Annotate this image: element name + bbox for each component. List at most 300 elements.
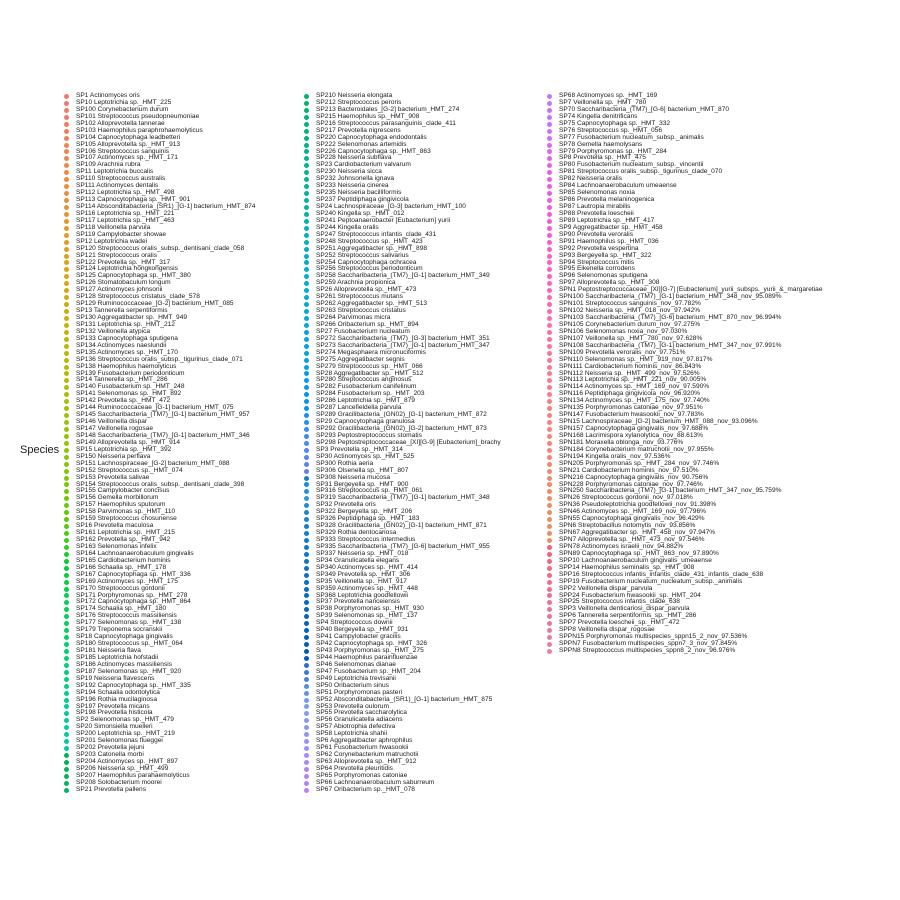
legend-swatch <box>304 184 309 189</box>
legend-swatch <box>304 580 309 585</box>
legend-swatch <box>304 517 309 522</box>
legend-label: SPN228 Porphyromonas catoniae_nov_97.746% <box>559 480 703 488</box>
legend-label: SP13 Tannerella serpentiformis <box>76 307 168 315</box>
legend-swatch <box>64 670 69 675</box>
legend-label: SPPN15 Porphyromonas multispecies_sppn15_2_nov_97.536% <box>559 633 748 641</box>
legend-label: SP258 Saccharibacteria_(TM7)_[G-1] bacterium_HMT_349 <box>316 272 490 280</box>
legend-swatch <box>64 593 69 598</box>
legend-swatch <box>547 330 552 335</box>
legend-swatch <box>64 524 69 529</box>
legend-swatch <box>304 358 309 363</box>
legend-label: SP252 Streptococcus salivarius <box>316 251 409 259</box>
legend-swatch <box>304 129 309 134</box>
legend-label: SP117 Leptotrichia sp._HMT_463 <box>76 216 175 224</box>
legend-swatch <box>64 295 69 300</box>
legend-label: SPN113 Leptotrichia sp._HMT_221_nov_90.005% <box>559 376 707 384</box>
legend-swatch <box>304 198 309 203</box>
legend-swatch <box>304 233 309 238</box>
legend-label: SP153 Prevotella salivae <box>76 473 150 481</box>
legend-swatch <box>64 614 69 619</box>
legend-swatch <box>547 288 552 293</box>
legend-label: SP142 Prevotella sp._HMT_472 <box>76 397 171 405</box>
legend-label: SP26 Alloprevotella sp._HMT_473 <box>316 286 417 294</box>
legend-swatch <box>547 247 552 252</box>
legend-swatch <box>304 420 309 425</box>
legend-swatch <box>304 607 309 612</box>
legend-label: SP7 Veillonella sp._HMT_780 <box>559 98 647 106</box>
legend-label: SP47 Fusobacterium sp._HMT_204 <box>316 667 421 675</box>
legend-swatch <box>304 781 309 786</box>
legend-swatch <box>304 101 309 106</box>
legend-label: SP52 Absconditabacteria_(SR1)_[G-1] bacterium_HMT_875 <box>316 695 493 703</box>
legend-swatch <box>304 351 309 356</box>
legend-label: SPN105 Corynebacterium durum_nov_97.275% <box>559 320 701 328</box>
legend-swatch <box>547 115 552 120</box>
legend-swatch <box>64 170 69 175</box>
legend-swatch <box>304 469 309 474</box>
legend-label: SP78 Gemella haemolysans <box>559 140 643 148</box>
legend-label: SP86 Prevotella melaninogenica <box>559 196 655 204</box>
legend-swatch <box>64 635 69 640</box>
legend-swatch <box>64 441 69 446</box>
legend-swatch <box>547 184 552 189</box>
legend-column-1 <box>64 93 255 794</box>
legend-label: SP135 Actinomyces sp._HMT_170 <box>76 348 178 356</box>
legend-label: SPN194 Kingella oralis_nov_97.536% <box>559 452 671 460</box>
legend-swatch <box>304 434 309 439</box>
legend-label: SPN184 Corynebacterium matruchotii_nov_97.955% <box>559 445 714 453</box>
legend-swatch <box>304 462 309 467</box>
legend-swatch <box>547 94 552 99</box>
legend-swatch <box>64 781 69 786</box>
legend-swatch <box>304 337 309 342</box>
legend-label: SP292 Gracilibacteria_(GN02)_[G-2] bacterium_HMT_873 <box>316 425 487 432</box>
legend-label: SPP2 Veillonella dispar_parvula <box>559 584 653 592</box>
legend-swatch <box>64 545 69 550</box>
legend-label: SP263 Streptococcus cristatus <box>316 307 406 315</box>
legend-swatch <box>547 406 552 411</box>
legend-swatch <box>304 399 309 404</box>
legend-swatch <box>64 316 69 321</box>
legend-label: SP109 Arachnia rubra <box>76 161 141 169</box>
legend-label: SPP10 Lachnoanaerobaculum gingivalis_umeaense <box>559 556 712 564</box>
legend-swatch <box>304 531 309 536</box>
legend-swatch <box>547 621 552 626</box>
legend-swatch <box>64 274 69 279</box>
legend-label: SP233 Neisseria cinerea <box>316 182 389 190</box>
legend-label: SP147 Veillonella rogosae <box>76 425 153 432</box>
legend-swatch <box>304 767 309 772</box>
legend-swatch <box>547 337 552 342</box>
legend-label: SP181 Neisseria flava <box>76 647 141 654</box>
legend-label: SP157 Haemophilus sputorum <box>76 501 166 509</box>
legend-label: SP114 Absconditabacteria_(SR1)_[G-1] bacterium_HMT_874 <box>76 203 256 210</box>
legend-label: SP149 Alloprevotella sp._HMT_914 <box>76 438 181 446</box>
legend-swatch <box>547 517 552 522</box>
legend-swatch <box>64 566 69 571</box>
legend-swatch <box>64 177 69 182</box>
legend-label: SP37 Prevotella nanceiensis <box>316 598 400 606</box>
legend-swatch <box>304 545 309 550</box>
legend-swatch <box>547 212 552 217</box>
legend-label: SP316 Streptococcus sp._HMT_061 <box>316 487 423 495</box>
legend-label: SP11 Leptotrichia buccalis <box>76 168 154 176</box>
legend-label: SPN135 Porphyromonas catoniae_nov_97.951% <box>559 404 703 412</box>
legend-label: SP62 Corynebacterium matruchotii <box>316 751 419 759</box>
legend-swatch <box>304 385 309 390</box>
legend-label: SP150 Neisseria perflava <box>76 452 151 460</box>
legend-label: SPN168 Lacrimispora xylanolytica_nov_88.613% <box>559 431 704 439</box>
legend-swatch <box>547 316 552 321</box>
legend-swatch <box>547 267 552 272</box>
legend-label: SP120 Streptococcus oralis_subsp._dentisani_clade_058 <box>76 244 245 252</box>
legend-swatch <box>64 365 69 370</box>
legend-label: SP57 Abiotrophia defectiva <box>316 723 396 731</box>
legend-label: SP177 Selenomonas sp._HMT_138 <box>76 619 182 627</box>
legend-swatch <box>64 136 69 141</box>
legend-swatch <box>304 143 309 148</box>
legend-label: SP145 Saccharibacteria_(TM7)_[G-1] bacterium_HMT_957 <box>76 411 250 419</box>
legend-label: SP81 Streptococcus oralis_subsp._tigurinus_clade_070 <box>559 168 723 176</box>
legend-swatch <box>547 129 552 134</box>
legend-label: SP138 Haemophilus haemolyticus <box>76 362 177 370</box>
legend-swatch <box>304 330 309 335</box>
legend-label: SP155 Campylobacter concisus <box>76 487 170 495</box>
legend-label: SP68 Actinomyces sp._HMT_169 <box>559 92 658 99</box>
legend-swatch <box>304 108 309 113</box>
legend-swatch <box>304 378 309 383</box>
legend-label: SP100 Corynebacterium durum <box>76 105 169 113</box>
legend-swatch <box>547 219 552 224</box>
legend-label: SP43 Porphyromonas sp._HMT_275 <box>316 647 424 654</box>
legend-swatch <box>64 462 69 467</box>
legend-label: SP261 Streptococcus mutans <box>316 293 403 301</box>
legend-label: SP349 Prevotella sp._HMT_306 <box>316 570 411 578</box>
legend-swatch <box>304 170 309 175</box>
legend-swatch <box>304 760 309 765</box>
legend-swatch <box>64 531 69 536</box>
legend-label: SPN107 Veillonella sp._HMT_780_nov_97.628% <box>559 334 703 342</box>
legend-label: SP187 Selenomonas sp._HMT_920 <box>76 667 182 675</box>
legend-label: SPPN8 Streptococcus multispecies_sppn8_2_nov_96.976% <box>559 647 736 654</box>
legend-swatch <box>547 260 552 265</box>
legend-label: SP282 Fusobacterium canifelinum <box>316 383 417 391</box>
legend-label: SPN67 Aggregatibacter sp._HMT_458_nov_97.947% <box>559 529 716 537</box>
legend-label: SP198 Prevotella histicola <box>76 709 153 717</box>
legend-swatch <box>304 739 309 744</box>
legend-swatch <box>304 628 309 633</box>
legend-swatch <box>64 385 69 390</box>
legend-label: SP180 Streptococcus sp._HMT_064 <box>76 640 183 648</box>
legend-swatch <box>304 725 309 730</box>
legend-label: SP105 Alloprevotella sp._HMT_913 <box>76 140 181 148</box>
legend-swatch <box>547 156 552 161</box>
legend-label: SPN112 Neisseria sp._HMT_499_nov_97.526% <box>559 369 700 377</box>
legend-label: SP89 Leptotrichia sp._HMT_417 <box>559 216 655 224</box>
legend-swatch <box>64 767 69 772</box>
legend-swatch <box>547 489 552 494</box>
legend-label: SPP8 Veillonella dispar_rogosae <box>559 626 655 634</box>
legend-swatch <box>304 566 309 571</box>
legend-swatch <box>304 177 309 182</box>
legend-label: SP116 Leptotrichia sp._HMT_221 <box>76 209 175 217</box>
legend-swatch <box>64 427 69 432</box>
legend-label: SP18 Capnocytophaga gingivalis <box>76 633 173 641</box>
legend-label: SP306 Olsenella sp._HMT_807 <box>316 466 409 474</box>
legend-label: SP266 Oribacterium sp._HMT_894 <box>316 320 419 328</box>
legend-swatch <box>304 642 309 647</box>
legend-label: SP152 Streptococcus sp._HMT_074 <box>76 466 183 474</box>
legend-swatch <box>304 774 309 779</box>
legend-swatch <box>64 704 69 709</box>
legend-label: SP262 Aggregatibacter sp._HMT_513 <box>316 300 428 308</box>
legend-swatch <box>64 559 69 564</box>
legend-swatch <box>304 559 309 564</box>
legend-swatch <box>64 517 69 522</box>
legend-label: SP287 Lancefieldella parvula <box>316 404 402 412</box>
legend-label: SPP19 Fusobacterium nucleatum_nucleatum_subsp._animalis <box>559 577 743 585</box>
legend-label: SPN116 Peptidiphaga gingivicola_nov_96.920% <box>559 390 701 398</box>
legend-swatch <box>64 580 69 585</box>
legend-swatch <box>304 302 309 307</box>
legend-label: SP70 Saccharibacteria_(TM7)_[G-6] bacterium_HMT_870 <box>559 105 730 113</box>
legend-label: SPPN7 Fusobacterium multispecies_sppn7_3_nov_97.845% <box>559 640 738 648</box>
legend-swatch <box>547 309 552 314</box>
legend-swatch <box>547 177 552 182</box>
legend-label: SP235 Neisseria bacilliformis <box>316 189 402 197</box>
legend-swatch <box>64 725 69 730</box>
legend-label: SP131 Leptotrichia sp._HMT_212 <box>76 320 175 328</box>
legend-label: SP125 Capnocytophaga sp._HMT_380 <box>76 272 191 280</box>
legend-label: SP222 Selenomonas artemidis <box>316 140 407 148</box>
legend-swatch <box>64 469 69 474</box>
legend-label: SP158 Parvimonas sp._HMT_110 <box>76 508 176 516</box>
legend-swatch <box>304 205 309 210</box>
legend-swatch <box>547 274 552 279</box>
legend-swatch <box>64 309 69 314</box>
legend-swatch <box>64 115 69 120</box>
legend-swatch <box>547 163 552 168</box>
legend-label: SPP7 Prevotella loescheii_sp._HMT_472 <box>559 619 680 627</box>
legend-label: SP213 Bacteroidales_[G-2] bacterium_HMT_274 <box>316 105 460 113</box>
legend-label: SP85 Selenomonas noxia <box>559 189 635 197</box>
legend-item <box>304 787 501 794</box>
legend-label: SP337 Neisseria sp._HMT_018 <box>316 549 409 557</box>
legend-swatch <box>547 399 552 404</box>
legend-label: SP76 Streptococcus sp._HMT_056 <box>559 126 662 134</box>
legend-swatch <box>304 670 309 675</box>
legend-label: SP3 Prevotella sp._HMT_314 <box>316 445 403 453</box>
legend-swatch <box>547 531 552 536</box>
legend-label: SP88 Prevotella loescheii <box>559 209 634 217</box>
legend-label: SP151 Lachnospiraceae_[G-2] bacterium_HMT_088 <box>76 459 230 467</box>
legend-label: SP156 Gemella morbillorum <box>76 494 159 502</box>
legend-label: SP112 Leptotrichia sp._HMT_498 <box>76 189 175 197</box>
legend-label: SP49 Leptotrichia trevisanii <box>316 674 396 682</box>
legend-swatch <box>547 580 552 585</box>
legend-swatch <box>304 552 309 557</box>
legend-swatch <box>547 538 552 543</box>
legend-label: SP77 Fusobacterium nucleatum_subsp._animalis <box>559 133 704 141</box>
legend-swatch <box>304 295 309 300</box>
legend-label: SP6 Aggregatibacter aphrophilus <box>316 737 413 745</box>
legend-label: SP284 Fusobacterium sp._HMT_203 <box>316 390 425 398</box>
legend-swatch <box>64 288 69 293</box>
legend-swatch <box>64 191 69 196</box>
legend-swatch <box>64 149 69 154</box>
legend-swatch <box>547 365 552 370</box>
legend-swatch <box>304 614 309 619</box>
legend-label: SP368 Leptotrichia goodfellowii <box>316 591 409 599</box>
legend-swatch <box>64 621 69 626</box>
legend-swatch <box>64 684 69 689</box>
legend-swatch <box>547 101 552 106</box>
legend-label: SP167 Capnocytophaga sp._HMT_336 <box>76 570 191 578</box>
legend-label: SP44 Haemophilus parainfluenzae <box>316 653 418 661</box>
legend-swatch <box>64 788 69 793</box>
legend-label: SP129 Ruminococcaceae_[G-2] bacterium_HMT_085 <box>76 300 234 308</box>
legend-swatch <box>547 295 552 300</box>
legend-swatch <box>304 288 309 293</box>
legend-swatch <box>304 600 309 605</box>
legend-label: SP4 Streptococcus downii <box>316 619 393 627</box>
legend-swatch <box>547 198 552 203</box>
legend-swatch <box>64 455 69 460</box>
legend-label: SP63 Alloprevotella sp._HMT_912 <box>316 758 417 765</box>
legend-swatch <box>64 406 69 411</box>
legend-swatch <box>304 365 309 370</box>
legend-swatch <box>547 510 552 515</box>
legend-swatch <box>547 642 552 647</box>
legend-label: SP328 Gracilibacteria_(GN02)_[G-1] bacterium_HMT_871 <box>316 522 487 530</box>
legend-label: SPP25 Streptococcus infantis_clade_638 <box>559 598 680 606</box>
legend-label: SP8 Prevotella sp._HMT_475 <box>559 154 646 162</box>
legend-swatch <box>304 115 309 120</box>
legend-swatch <box>304 260 309 265</box>
legend-label: SPN109 Prevotella veroralis_nov_97.751% <box>559 348 686 356</box>
legend-label: SP96 Selenomonas sputigena <box>559 272 648 280</box>
legend-label: SPN46 Actinomyces sp._HMT_169_nov_97.796% <box>559 508 706 516</box>
legend-label: SP2 Selenomonas sp._HMT_479 <box>76 716 174 724</box>
legend-label: SP19 Neisseria flavescens <box>76 674 155 682</box>
legend-label: SP329 Rothia dentocariosa <box>316 529 397 537</box>
legend-swatch <box>547 448 552 453</box>
legend-swatch <box>64 240 69 245</box>
legend-swatch <box>304 344 309 349</box>
legend-label: SP53 Prevotella oulorum <box>316 702 389 710</box>
legend-label: SP154 Streptococcus oralis_subsp._dentisani_clade_398 <box>76 480 245 488</box>
legend-swatch <box>64 760 69 765</box>
legend-label: SP80 Fusobacterium nucleatum_subsp._vincentii <box>559 161 704 169</box>
legend-label: SP204 Actinomyces sp._HMT_897 <box>76 758 178 765</box>
legend-item <box>64 787 255 794</box>
legend-label: SPN108 Saccharibacteria_(TM7)_[G-1] bacterium_HMT_347_nov_97.991% <box>559 341 782 349</box>
legend-label: SP64 Prevotella pleuritidis <box>316 764 393 772</box>
legend-label: SP228 Neisseria subflava <box>316 154 392 162</box>
legend-swatch <box>304 656 309 661</box>
legend-label: SP322 Bergeyella sp._HMT_206 <box>316 508 413 516</box>
legend-label: SP46 Selenomonas dianae <box>316 660 396 668</box>
legend-label: SP97 Alloprevotella sp._HMT_308 <box>559 279 660 287</box>
legend-label: SP75 Capnocytophaga sp._HMT_332 <box>559 119 671 127</box>
legend-label: SP326 Peptidiphaga sp._HMT_183 <box>316 515 420 523</box>
legend-label: SP103 Haemophilus paraphrohaemolyticus <box>76 126 203 134</box>
legend-label: SPN1 Peptostreptococcaceae_[XI][G-7] [Eubacterium]_yurii_subsps._yurii_&_margaretiae <box>559 286 823 294</box>
legend-swatch <box>64 247 69 252</box>
legend-swatch <box>304 698 309 703</box>
legend-label: SP220 Capnocytophaga endodontalis <box>316 133 427 141</box>
legend-label: SP254 Capnocytophaga ochracea <box>316 258 417 266</box>
legend-swatch <box>304 212 309 217</box>
legend-label: SPN147 Fusobacterium hwasookii_nov_97.783% <box>559 411 704 419</box>
legend-swatch <box>304 309 309 314</box>
legend-label: SPN102 Neisseria sp._HMT_018_nov_97.942% <box>559 307 701 315</box>
legend-swatch <box>304 156 309 161</box>
legend-label: SP121 Streptococcus oralis <box>76 251 157 259</box>
legend-label: SP176 Streptococcus massiliensis <box>76 612 177 620</box>
legend-swatch <box>547 573 552 578</box>
legend-swatch <box>304 371 309 376</box>
legend-swatch <box>547 559 552 564</box>
legend-swatch <box>64 281 69 286</box>
legend-label: SPP6 Tannerella serpentiformis_sp._HMT_286 <box>559 612 697 620</box>
legend-swatch <box>547 441 552 446</box>
legend-label: SP274 Megasphaera micronuciformis <box>316 348 426 356</box>
legend-label: SP203 Catonella morbi <box>76 751 144 759</box>
legend-label: SP280 Streptococcus anginosus <box>316 376 412 384</box>
legend-label: SP35 Veillonella sp._HMT_917 <box>316 577 407 585</box>
legend-label: SP79 Porphyromonas sp._HMT_284 <box>559 147 667 155</box>
legend-label: SP9 Aggregatibacter sp._HMT_458 <box>559 223 663 231</box>
legend-swatch <box>547 170 552 175</box>
legend-swatch <box>64 323 69 328</box>
legend-label: SPN216 Capnocytophaga gingivalis_nov_90.756% <box>559 473 709 481</box>
legend-swatch <box>547 108 552 113</box>
legend-label: SP40 Bergeyella sp._HMT_931 <box>316 626 409 634</box>
legend-swatch <box>64 552 69 557</box>
legend-label: SP130 Aggregatibacter sp._HMT_949 <box>76 314 188 321</box>
legend-label: SPP24 Fusobacterium hwasookii_sp._HMT_204 <box>559 591 701 599</box>
legend-swatch <box>547 600 552 605</box>
legend-column-3 <box>547 93 823 655</box>
legend-label: SP201 Selenomonas flueggei <box>76 737 163 745</box>
legend-swatch <box>64 358 69 363</box>
legend-swatch <box>304 476 309 481</box>
legend-swatch <box>64 337 69 342</box>
legend-label: SP256 Streptococcus periodonticum <box>316 265 423 273</box>
legend-swatch <box>304 219 309 224</box>
legend-label: SP172 Capnocytophaga sp._HMT_864 <box>76 598 191 606</box>
legend-label: SP259 Arachnia propionica <box>316 279 396 287</box>
legend-swatch <box>304 691 309 696</box>
legend-swatch <box>64 351 69 356</box>
legend-label: SP127 Actinomyces johnsonii <box>76 286 163 294</box>
legend-label: SP232 Johnsonella ignava <box>316 175 395 183</box>
legend-label: SP207 Haemophilus parahaemolyticus <box>76 771 190 779</box>
legend-label: SP273 Saccharibacteria_(TM7)_[G-1] bacterium_HMT_347 <box>316 341 490 349</box>
legend-label: SP148 Saccharibacteria_(TM7)_[G-1] bacterium_HMT_346 <box>76 431 250 439</box>
legend-swatch <box>64 108 69 113</box>
legend-swatch <box>304 413 309 418</box>
legend-swatch <box>304 240 309 245</box>
legend-label: SP166 Schaalia sp._HMT_178 <box>76 563 167 571</box>
legend-label: SP56 Granulicatella adiacens <box>316 716 403 724</box>
legend-label: SP171 Porphyromonas sp._HMT_278 <box>76 591 188 599</box>
legend-label: SP212 Streptococcus peroris <box>316 98 402 106</box>
legend-swatch <box>304 587 309 592</box>
legend-swatch <box>64 753 69 758</box>
legend-swatch <box>304 247 309 252</box>
